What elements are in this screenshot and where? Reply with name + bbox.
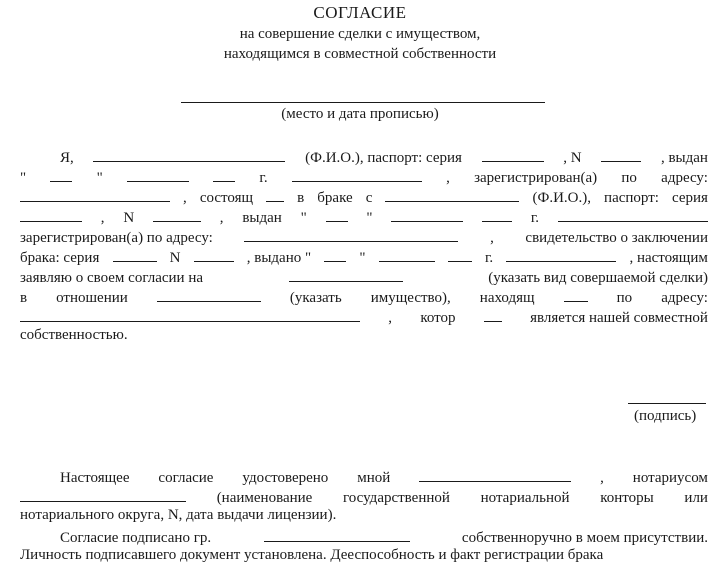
marriage-cert-month-field[interactable] [379,247,435,262]
notary-row-1: Настоящее согласие удостоверено мной , нотариусом [20,467,708,487]
signer-name-field[interactable] [264,527,410,542]
place-date-caption: (место и дата прописью) [281,106,439,122]
registration-address-field[interactable] [20,187,170,202]
marriage-cert-series-field[interactable] [113,247,157,262]
body-row-4: , N , выдан " " г. [20,207,708,227]
notary-row-4: Согласие подписано гр. собственноручно в моем присутствии. [20,527,708,547]
marital-suffix-field[interactable] [266,187,284,202]
notary-row-2: (наименование государственной нотариальной конторы или [20,487,708,507]
notary-row-3: нотариального округа, N, дата выдачи лицензии). [20,507,337,523]
marriage-cert-issued-by-field[interactable] [506,247,616,262]
body-row-6: брака: серия N , выдано " " г. , настоящим [20,247,708,267]
body-row-8: в отношении (указать имущество), находящ по адресу: [20,287,708,307]
marriage-cert-number-field[interactable] [194,247,234,262]
which-suffix-field[interactable] [484,307,502,322]
notary-name-field[interactable] [419,467,571,482]
transaction-type-field[interactable] [289,267,403,282]
spouse-name-field[interactable] [385,187,519,202]
spouse-passport-issued-by-field[interactable] [558,207,708,222]
spouse-passport-number-field[interactable] [153,207,201,222]
spouse-passport-day-field[interactable] [326,207,348,222]
passport-number-field[interactable] [601,147,641,162]
spouse-registration-address-field[interactable] [244,227,458,242]
signature-field[interactable] [628,403,706,404]
passport-issue-year-field[interactable] [213,167,235,182]
document-subtitle-line-1: на совершение сделки с имуществом, [239,26,481,42]
signature-caption: (подпись) [634,408,697,424]
body-row-2: " " г. , зарегистрирован(а) по адресу: [20,167,708,187]
body-row-7: заявляю о своем согласии на (указать вид совершаемой сделки) [20,267,708,287]
property-location-suffix-field[interactable] [564,287,588,302]
property-field[interactable] [157,287,261,302]
body-row-10: собственностью. [20,327,128,343]
property-address-field[interactable] [20,307,360,322]
document-title: СОГЛАСИЕ [313,3,407,22]
body-row-1: Я, (Ф.И.О.), паспорт: серия , N , выдан [20,147,708,167]
notary-row-5: Личность подписавшего документ установлена. Дееспособность и факт регистрации брака [20,547,604,563]
spouse-passport-month-field[interactable] [391,207,463,222]
body-row-5: зарегистрирован(а) по адресу: , свидетельство о заключении [20,227,708,247]
place-date-field[interactable] [181,102,545,103]
marriage-cert-day-field[interactable] [324,247,346,262]
passport-series-field[interactable] [482,147,544,162]
body-row-3: , состоящ в браке с (Ф.И.О.), паспорт: серия [20,187,708,207]
marriage-cert-year-field[interactable] [448,247,472,262]
passport-issued-by-field[interactable] [292,167,422,182]
full-name-field[interactable] [93,147,285,162]
spouse-passport-series-field[interactable] [20,207,82,222]
notary-office-field[interactable] [20,487,186,502]
passport-issue-day-field[interactable] [50,167,72,182]
spouse-passport-year-field[interactable] [482,207,512,222]
passport-issue-month-field[interactable] [127,167,189,182]
document-subtitle-line-2: находящимся в совместной собственности [223,46,497,62]
body-row-9: , котор является нашей совместной [20,307,708,327]
